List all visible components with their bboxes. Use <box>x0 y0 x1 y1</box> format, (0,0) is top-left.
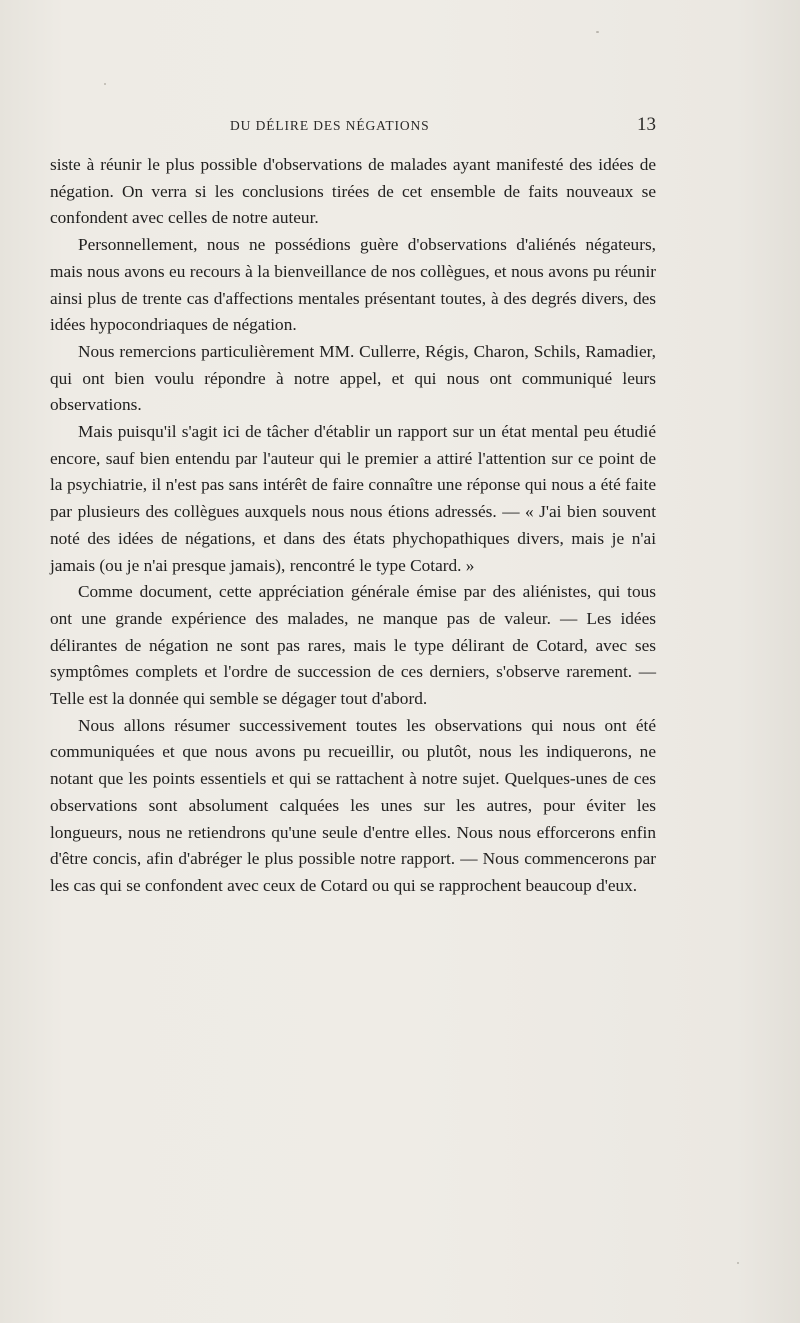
paper-speck <box>596 31 599 33</box>
paragraph-2: Personnellement, nous ne possédions guère d'observations d'aliénés négateurs, mais nous avons eu recours à la bienveillance de nos collègues, et nous avons pu réunir ainsi plus de trente cas d'affections mentales présentant toutes, à des degrés divers, des idées hypocondriaques de négation. <box>50 235 656 335</box>
running-head <box>50 114 656 138</box>
paper-speck <box>104 83 106 85</box>
paragraph-6: Nous allons résumer successivement toutes les observations qui nous ont été communiquées et que nous avons pu recueillir, ou plutôt, nous les indiquerons, ne notant que les points essentiels et qui se rattachent à notre sujet. Quelques-unes de ces observations sont absolument calquées les unes sur les autres, pour éviter les longueurs, nous ne retiendrons qu'une seule d'entre elles. Nous nous efforcerons enfin d'être concis, afin d'abréger le plus possible notre rapport. — Nous commencerons par les cas qui se confondent avec ceux de Cotard ou qui se rapprochent beaucoup d'eux. <box>50 715 656 895</box>
running-title: DU DÉLIRE DES NÉGATIONS <box>230 118 430 133</box>
paragraph-3: Nous remercions particulièrement MM. Cullerre, Régis, Charon, Schils, Ramadier, qui ont bien voulu répondre à notre appel, et qui nous ont communiqué leurs observations. <box>50 341 656 415</box>
paragraph-5: Comme document, cette appréciation générale émise par des aliénistes, qui tous ont une grande expérience des malades, ne manque pas de valeur. — Les idées délirantes de négation ne sont pas rares, mais le type délirant de Cotard, avec ses symptômes complets et l'ordre de succession de ces derniers, s'observe rarement. — Telle est la donnée qui semble se dégager tout d'abord. <box>50 582 656 709</box>
paragraph-1: siste à réunir le plus possible d'observations de malades ayant manifesté des idées de négation. On verra si les conclusions tirées de cet ensemble de faits nouveaux se confondent avec celles de notre auteur. <box>50 155 656 228</box>
paragraph-4: Mais puisqu'il s'agit ici de tâcher d'établir un rapport sur un état mental peu étudié encore, sauf bien entendu par l'auteur qui le premier a attiré l'attention sur ce point de la psychiatrie, il n'est pas sans intérêt de faire connaître une réponse qui nous a été faite par plusieurs des collègues auxquels nous nous étions adressés. — « J'ai bien souvent noté des idées de négations, et dans des états phychopathiques divers, mais je n'ai jamais (ou je n'ai presque jamais), rencontré le type Cotard. » <box>50 422 656 575</box>
paper-speck <box>737 1262 739 1264</box>
page-number: 13 <box>637 114 656 135</box>
body-text <box>50 152 656 900</box>
